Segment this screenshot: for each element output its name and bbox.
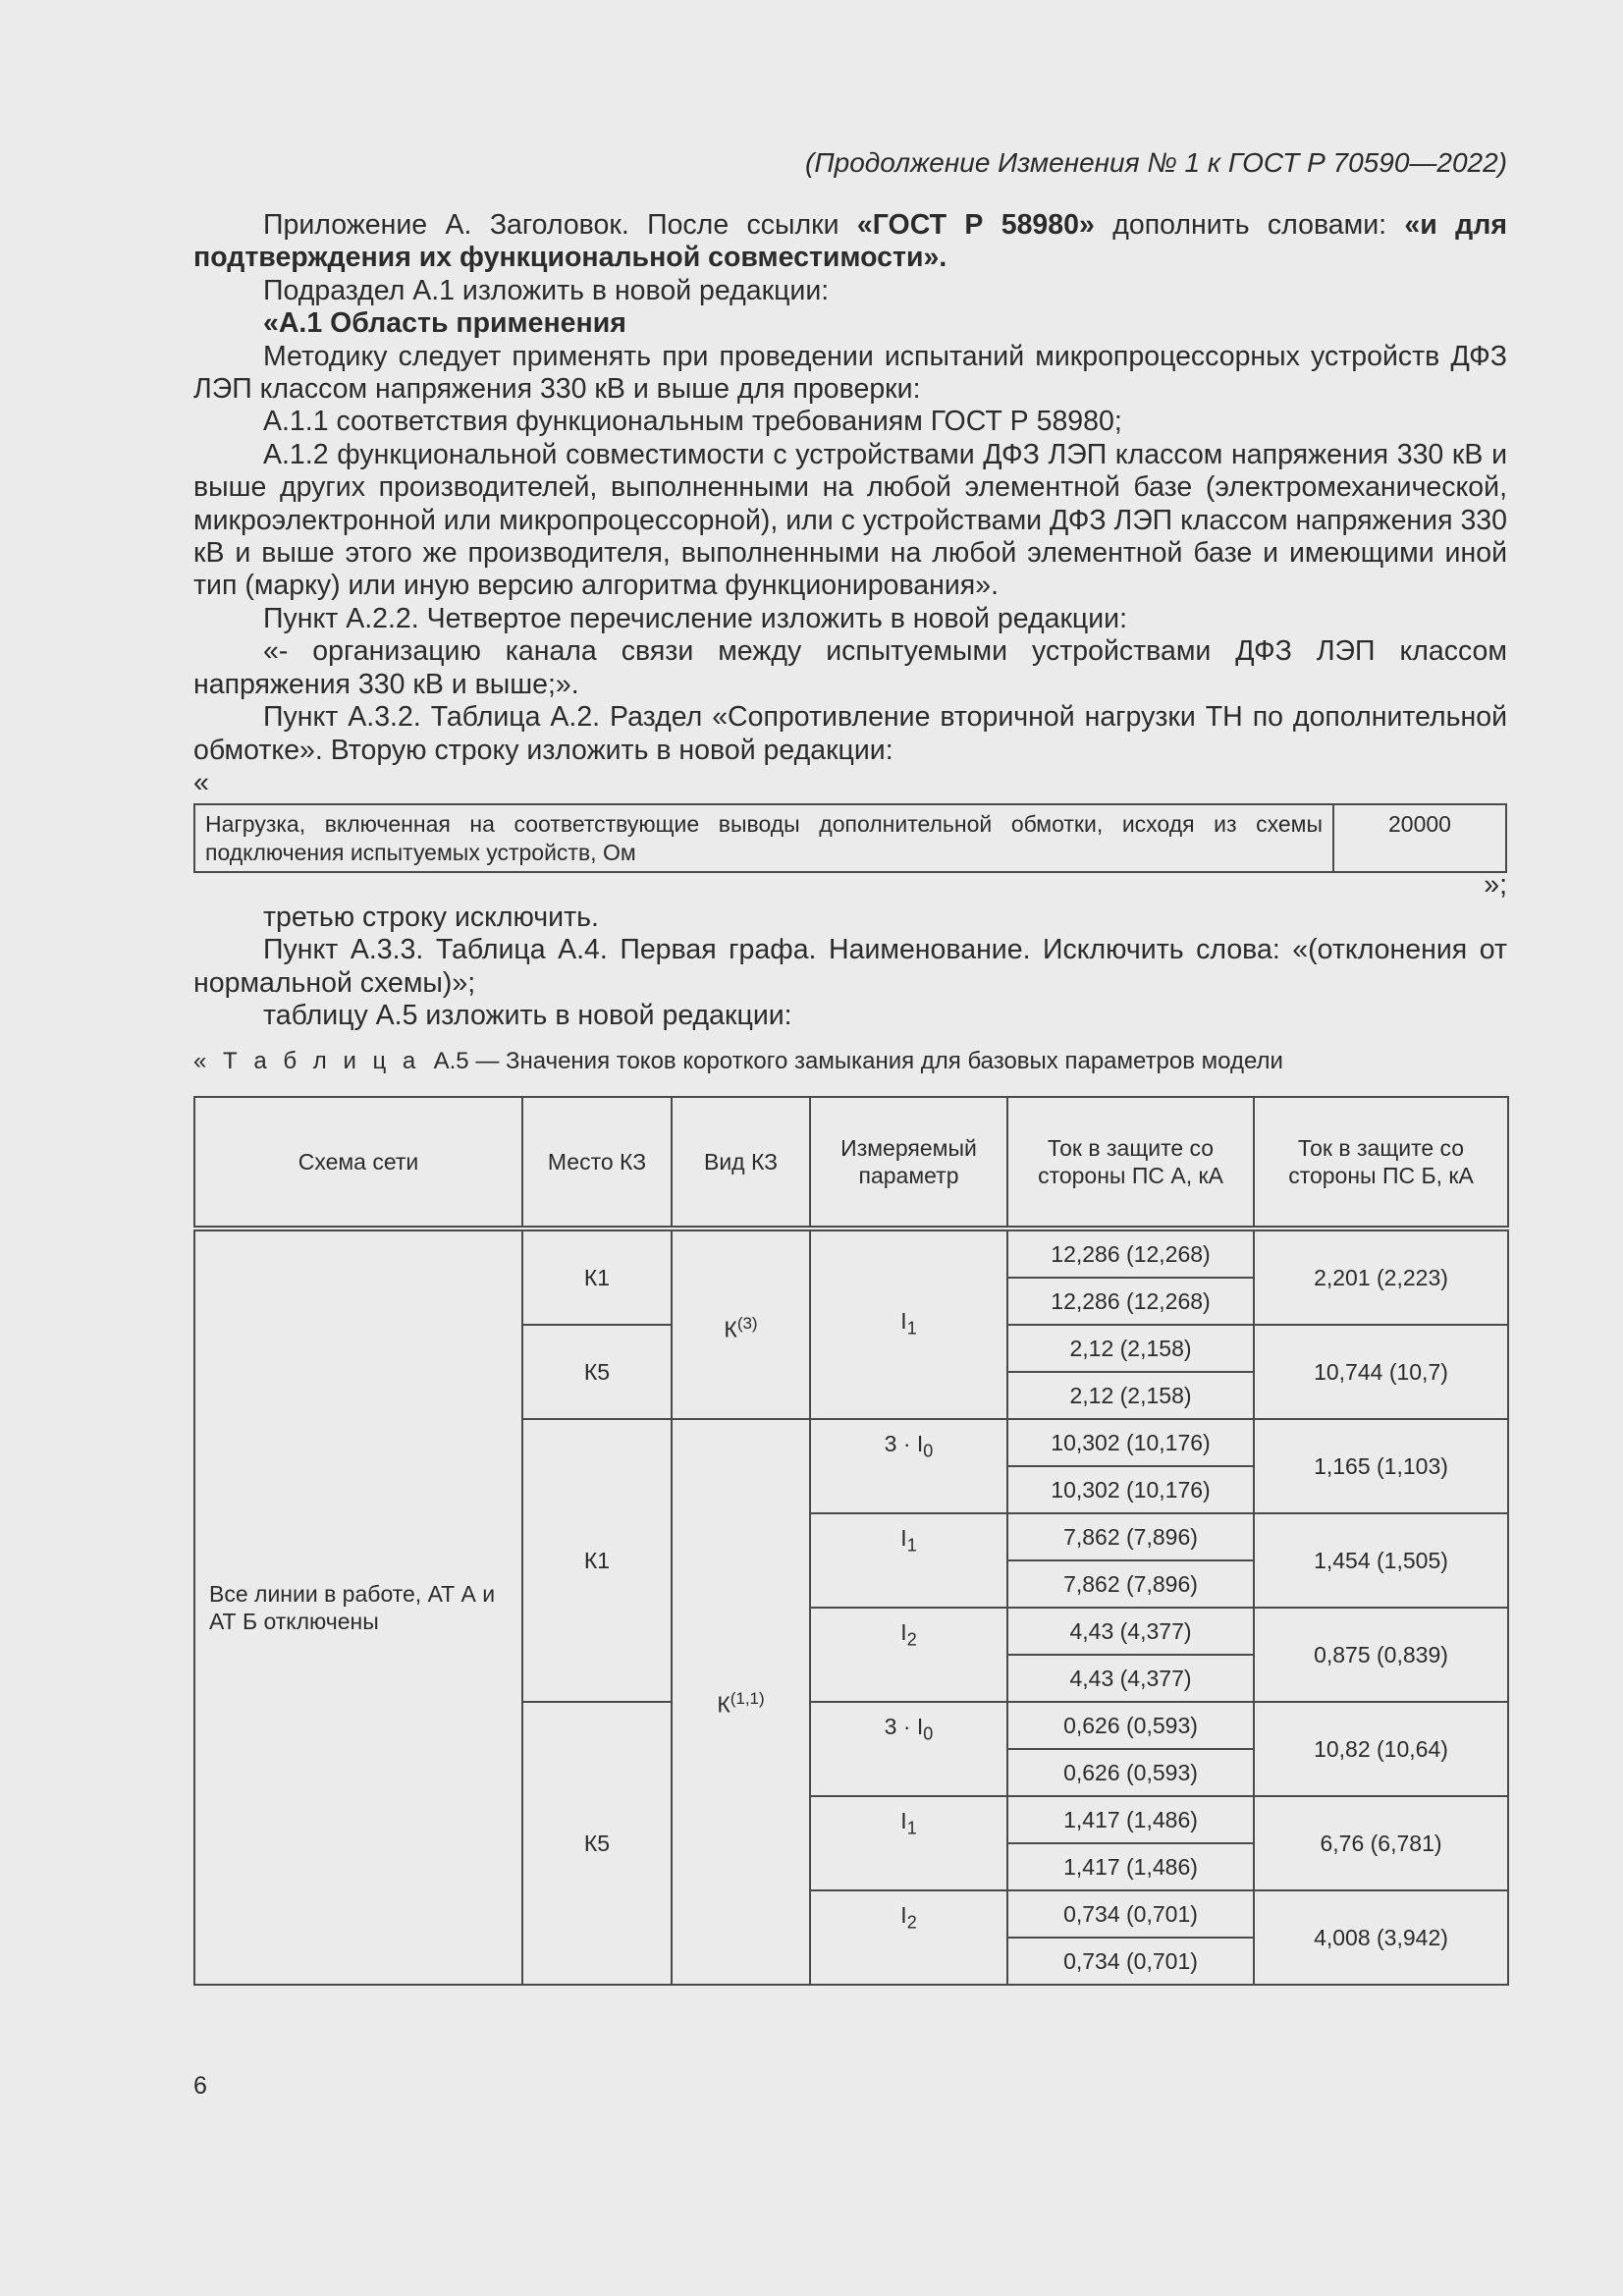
param-cell [810, 1890, 1007, 1985]
header-cell: Ток в защите со стороны ПС Б, кА [1254, 1097, 1508, 1229]
current-a-cell: 7,862 (7,896) [1007, 1560, 1254, 1608]
param-cell [810, 1796, 1007, 1890]
paragraph: таблицу А.5 изложить в новой редакции: [263, 1000, 792, 1032]
param-cell [810, 1229, 1007, 1419]
current-b-cell: 10,82 (10,64) [1254, 1702, 1508, 1796]
replacement-row-table [193, 803, 1507, 873]
current-b-cell: 0,875 (0,839) [1254, 1608, 1508, 1702]
table-row [194, 1229, 1508, 1278]
paragraph: «- организацию канала связи между испытуемыми устройствами ДФЗ ЛЭП классом напряжения 330 кВ и выше;». [193, 635, 1507, 700]
location-cell: К1 [522, 1229, 672, 1325]
table-a5 [193, 1096, 1509, 1986]
param-cell [810, 1702, 1007, 1796]
current-b-cell: 1,454 (1,505) [1254, 1513, 1508, 1608]
fault-type: К [717, 1691, 730, 1718]
current-b-cell: 10,744 (10,7) [1254, 1325, 1508, 1419]
param-sub: 1 [906, 1318, 917, 1339]
paragraph: А.1.1 соответствия функциональным требованиям ГОСТ Р 58980; [263, 406, 1122, 438]
current-b-cell: 2,201 (2,223) [1254, 1229, 1508, 1325]
current-a-cell: 12,286 (12,268) [1007, 1229, 1254, 1278]
paragraph: Подраздел А.1 изложить в новой редакции: [263, 274, 830, 306]
current-a-cell: 12,286 (12,268) [1007, 1278, 1254, 1325]
bold-text: «ГОСТ Р 58980» [856, 209, 1095, 241]
paragraph: Пункт А.3.2. Таблица А.2. Раздел «Сопротивление вторичной нагрузки ТН по дополнительной обмотке». Вторую строку изложить в новой редакции: [193, 701, 1507, 766]
param-sub: 1 [906, 1818, 917, 1838]
table-row [194, 804, 1506, 872]
header-note: (Продолжение Изменения № 1 к ГОСТ Р 70590—2022) [805, 147, 1507, 178]
param-sub: 0 [923, 1723, 934, 1744]
paragraph: третью строку исключить. [263, 902, 599, 933]
table-cell: 20000 [1333, 804, 1506, 872]
scheme-cell: Все линии в работе, АТ А и АТ Б отключены [194, 1229, 522, 1985]
current-a-cell: 2,12 (2,158) [1007, 1372, 1254, 1419]
table-header-row [194, 1097, 1508, 1229]
fault-type: К [724, 1316, 737, 1342]
param-cell [810, 1513, 1007, 1608]
paragraph: Методику следует применять при проведении испытаний микропроцессорных устройств ДФЗ ЛЭП классом напряжения 330 кВ и выше для проверки: [193, 340, 1507, 406]
header-cell: Ток в защите со стороны ПС А, кА [1007, 1097, 1254, 1229]
paragraph [193, 209, 1507, 275]
current-b-cell: 4,008 (3,942) [1254, 1890, 1508, 1985]
fault-type-sup: (1,1) [730, 1689, 765, 1709]
paragraph: Пункт А.3.3. Таблица А.4. Первая графа. Наименование. Исключить слова: «(отклонения от нормальной схемы)»; [193, 934, 1507, 999]
current-a-cell: 1,417 (1,486) [1007, 1796, 1254, 1843]
bold-text: «и для подтверждения их функциональной совместимости». [193, 209, 1507, 274]
location-cell: К5 [522, 1702, 672, 1985]
fault-type-cell [672, 1229, 810, 1419]
text-run: Приложение А. Заголовок. После ссылки [263, 209, 857, 241]
param: I [900, 1902, 907, 1928]
current-a-cell: 2,12 (2,158) [1007, 1325, 1254, 1372]
current-a-cell: 4,43 (4,377) [1007, 1655, 1254, 1702]
body-text-continued [193, 902, 1507, 1033]
param-sub: 2 [906, 1912, 917, 1933]
current-a-cell: 0,626 (0,593) [1007, 1749, 1254, 1796]
table-caption [193, 1048, 1283, 1075]
current-a-cell: 0,626 (0,593) [1007, 1702, 1254, 1749]
caption-number: А.5 [433, 1048, 469, 1074]
close-quote: »; [1484, 869, 1507, 901]
fault-type-cell [672, 1419, 810, 1985]
current-b-cell: 1,165 (1,103) [1254, 1419, 1508, 1513]
current-a-cell: 10,302 (10,176) [1007, 1419, 1254, 1466]
param-cell [810, 1608, 1007, 1702]
param: I [900, 1619, 907, 1645]
caption-label: « Т а б л и ц а [193, 1048, 421, 1074]
open-quote: « [193, 766, 209, 798]
paragraph: Пункт А.2.2. Четвертое перечисление изложить в новой редакции: [263, 602, 1127, 634]
param: 3 · I [884, 1714, 924, 1739]
fault-type-sup: (3) [736, 1314, 758, 1333]
caption-title: — Значения токов короткого замыкания для базовых параметров модели [468, 1048, 1283, 1074]
header-cell: Вид КЗ [672, 1097, 810, 1229]
paragraph: А.1.2 функциональной совместимости с устройствами ДФЗ ЛЭП классом напряжения 330 кВ и выше других производителей, выполненными на любой элементной базе (электромеханической, микроэлектронной или микропроцессорной), или с устройствами ДФЗ ЛЭП классом напряжения 330 кВ и выше этого же производителя, выполненными на любой элементной базе и имеющими иной тип (марку) или иную версию алгоритма функционирования». [193, 438, 1507, 602]
param: I [900, 1525, 907, 1551]
current-a-cell: 0,734 (0,701) [1007, 1890, 1254, 1938]
current-a-cell: 0,734 (0,701) [1007, 1938, 1254, 1985]
header-cell: Измеряемый параметр [810, 1097, 1007, 1229]
param-cell [810, 1419, 1007, 1513]
param-sub: 0 [923, 1441, 934, 1461]
param-sub: 1 [906, 1535, 917, 1556]
header-cell: Схема сети [194, 1097, 522, 1229]
location-cell: К5 [522, 1325, 672, 1419]
body-text [193, 209, 1507, 799]
param-sub: 2 [906, 1629, 917, 1650]
param: 3 · I [884, 1431, 924, 1456]
current-a-cell: 10,302 (10,176) [1007, 1466, 1254, 1513]
param: I [900, 1808, 907, 1833]
header-cell: Место КЗ [522, 1097, 672, 1229]
param: I [900, 1308, 907, 1335]
current-a-cell: 1,417 (1,486) [1007, 1843, 1254, 1890]
current-a-cell: 4,43 (4,377) [1007, 1608, 1254, 1655]
page-number: 6 [193, 2072, 207, 2100]
current-b-cell: 6,76 (6,781) [1254, 1796, 1508, 1890]
current-a-cell: 7,862 (7,896) [1007, 1513, 1254, 1560]
table-cell: Нагрузка, включенная на соответствующие выводы дополнительной обмотки, исходя из схемы подключения испытуемых устройств, Ом [194, 804, 1333, 872]
text-run: дополнить словами: [1094, 209, 1405, 241]
section-heading: «А.1 Область применения [263, 307, 626, 340]
location-cell: К1 [522, 1419, 672, 1702]
